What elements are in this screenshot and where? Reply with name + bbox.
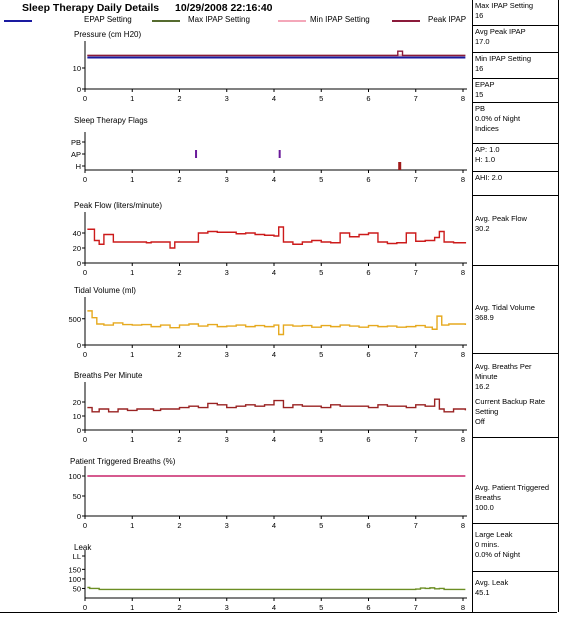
x-tick-label: 4	[271, 175, 277, 184]
x-tick-label: 0	[82, 350, 88, 359]
avg-tidal-volume-value: 368.9	[475, 313, 494, 322]
x-tick-label: 4	[271, 603, 277, 612]
legend-label-epap: EPAP Setting	[84, 15, 132, 24]
x-tick-label: 3	[224, 94, 229, 103]
ahi-value: AHI: 2.0	[475, 173, 503, 182]
x-tick-label: 2	[177, 268, 182, 277]
x-tick-label: 7	[413, 268, 418, 277]
avg-ptb-label: Avg. Patient Triggered Breaths	[475, 483, 550, 502]
x-tick-label: 4	[271, 521, 277, 530]
x-tick-label: 1	[130, 521, 135, 530]
y-tick-label: 0	[76, 426, 81, 435]
y-tick-label: 500	[68, 314, 81, 324]
indices-label: Indices	[475, 124, 499, 133]
x-tick-label: 0	[82, 521, 88, 530]
sidebar-avg-tidal-volume	[473, 266, 558, 354]
avg-peak-ipap-label: Avg Peak IPAP	[475, 27, 526, 36]
x-tick-label: 7	[413, 603, 418, 612]
page-bottom-rule	[0, 612, 557, 613]
flag-event-mark	[195, 150, 197, 158]
avg-ptb-value: 100.0	[475, 503, 494, 512]
sidebar-avg-leak	[473, 572, 558, 612]
x-tick-label: 0	[82, 435, 88, 444]
x-tick-label: 4	[271, 350, 277, 359]
y-tick-label: AP	[70, 150, 81, 159]
series-line-peak-flow	[87, 227, 465, 248]
pb-label: PB	[475, 104, 486, 113]
panel-title-leak: Leak	[74, 543, 92, 552]
x-tick-label: 3	[224, 350, 229, 359]
x-tick-label: 6	[366, 603, 371, 612]
epap-label: EPAP	[475, 80, 495, 89]
avg-peak-flow-label: Avg. Peak Flow	[475, 214, 527, 223]
legend-label-max-ipap: Max IPAP Setting	[188, 15, 250, 24]
y-tick-label: PB	[70, 138, 81, 147]
x-tick-label: 8	[460, 350, 466, 359]
y-tick-label: 10	[72, 64, 81, 73]
large-leak-mins: 0 mins.	[475, 540, 500, 549]
summary-sidebar	[472, 0, 559, 612]
x-tick-label: 7	[413, 175, 418, 184]
x-tick-label: 3	[224, 603, 229, 612]
avg-bpm-value: 16.2	[475, 382, 490, 391]
sidebar-ahi	[473, 172, 558, 196]
y-tick-label: 100	[68, 574, 81, 584]
x-tick-label: 7	[413, 521, 418, 530]
y-tick-label: 20	[72, 244, 81, 253]
sidebar-avg-peak-flow	[473, 196, 558, 266]
x-tick-label: 2	[177, 603, 182, 612]
x-tick-label: 3	[224, 521, 229, 530]
x-tick-label: 0	[82, 603, 88, 612]
y-tick-label: 150	[68, 565, 81, 575]
sidebar-max-ipap	[473, 0, 558, 26]
series-line-breaths-per-minute	[87, 399, 465, 412]
x-tick-label: 6	[366, 175, 371, 184]
y-tick-label: 0	[76, 259, 81, 268]
x-tick-label: 8	[460, 521, 466, 530]
sidebar-avg-peak-ipap	[473, 26, 558, 53]
avg-bpm-label: Avg. Breaths Per Minute	[475, 362, 532, 381]
legend-label-min-ipap: Min IPAP Setting	[310, 15, 370, 24]
series-line-leak	[87, 588, 465, 590]
y-tick-label: LL	[72, 552, 81, 561]
x-tick-label: 7	[413, 435, 418, 444]
x-tick-label: 2	[177, 435, 182, 444]
backup-rate-label: Current Backup Rate Setting	[475, 397, 546, 416]
large-leak-label: Large Leak	[475, 530, 513, 539]
y-tick-label: 10	[72, 412, 81, 421]
x-tick-label: 5	[319, 175, 324, 184]
legend-label-peak-ipap: Peak IPAP	[428, 15, 467, 24]
sidebar-min-ipap	[473, 53, 558, 79]
x-tick-label: 5	[319, 521, 324, 530]
avg-leak-value: 45.1	[475, 588, 490, 597]
x-tick-label: 2	[177, 521, 182, 530]
report-datetime: 10/29/2008 22:16:40	[175, 2, 273, 14]
sidebar-indices	[473, 144, 558, 172]
y-tick-label: H	[75, 162, 81, 171]
flag-event-mark	[398, 162, 401, 170]
x-tick-label: 2	[177, 350, 182, 359]
x-tick-label: 5	[319, 435, 324, 444]
sidebar-pb	[473, 103, 558, 144]
x-tick-label: 3	[224, 268, 229, 277]
panel-title-tidal-volume: Tidal Volume (ml)	[74, 286, 136, 295]
sidebar-epap	[473, 79, 558, 103]
panel-title-patient-triggered: Patient Triggered Breaths (%)	[70, 457, 176, 466]
x-tick-label: 1	[130, 94, 135, 103]
x-tick-label: 1	[130, 268, 135, 277]
sidebar-large-leak	[473, 524, 558, 572]
x-tick-label: 5	[319, 350, 324, 359]
avg-tidal-volume-label: Avg. Tidal Volume	[475, 303, 535, 312]
x-tick-label: 8	[460, 268, 466, 277]
x-tick-label: 6	[366, 521, 371, 530]
x-tick-label: 5	[319, 94, 324, 103]
x-tick-label: 3	[224, 175, 229, 184]
x-tick-label: 4	[271, 94, 277, 103]
series-line-tidal-volume	[87, 311, 465, 335]
x-tick-label: 3	[224, 435, 229, 444]
x-tick-label: 8	[460, 175, 466, 184]
y-tick-label: 0	[76, 341, 81, 350]
y-tick-label: 50	[72, 492, 81, 501]
x-tick-label: 0	[82, 94, 88, 103]
x-tick-label: 4	[271, 435, 277, 444]
x-tick-label: 4	[271, 268, 277, 277]
avg-peak-flow-value: 30.2	[475, 224, 490, 233]
sidebar-avg-ptb	[473, 438, 558, 524]
y-tick-label: 50	[72, 584, 81, 594]
x-tick-label: 2	[177, 175, 182, 184]
avg-peak-ipap-value: 17.0	[475, 37, 490, 46]
panel-title-breaths-per-minute: Breaths Per Minute	[74, 371, 143, 380]
x-tick-label: 8	[460, 435, 466, 444]
max-ipap-value: 16	[475, 11, 484, 20]
x-tick-label: 7	[413, 94, 418, 103]
series-line-peak-ipap	[87, 51, 465, 55]
x-tick-label: 1	[130, 350, 135, 359]
panel-title-pressure: Pressure (cm H20)	[74, 30, 142, 39]
panel-title-peak-flow: Peak Flow (liters/minute)	[74, 201, 163, 210]
x-tick-label: 6	[366, 94, 371, 103]
min-ipap-value: 16	[475, 64, 484, 73]
x-tick-label: 5	[319, 603, 324, 612]
y-tick-label: 100	[68, 472, 81, 481]
x-tick-label: 1	[130, 175, 135, 184]
x-tick-label: 6	[366, 350, 371, 359]
y-tick-label: 0	[76, 85, 81, 94]
x-tick-label: 1	[130, 435, 135, 444]
max-ipap-label: Max IPAP Setting	[475, 1, 534, 10]
epap-value: 15	[475, 90, 484, 99]
x-tick-label: 5	[319, 268, 324, 277]
x-tick-label: 8	[460, 94, 466, 103]
x-tick-label: 7	[413, 350, 418, 359]
x-tick-label: 0	[82, 175, 88, 184]
y-tick-label: 0	[76, 512, 81, 521]
x-tick-label: 2	[177, 94, 182, 103]
x-tick-label: 6	[366, 435, 371, 444]
x-tick-label: 1	[130, 603, 135, 612]
report-title: Sleep Therapy Daily Details	[22, 2, 160, 14]
pb-value: 0.0% of Night	[475, 114, 521, 123]
ap-index-value: AP: 1.0	[475, 145, 500, 154]
avg-leak-label: Avg. Leak	[475, 578, 509, 587]
large-leak-pct: 0.0% of Night	[475, 550, 521, 559]
x-tick-label: 8	[460, 603, 466, 612]
sidebar-breaths	[473, 354, 558, 438]
h-index-value: H: 1.0	[475, 155, 496, 164]
panel-title-flags: Sleep Therapy Flags	[74, 116, 148, 125]
y-tick-label: 40	[72, 229, 81, 238]
min-ipap-label: Min IPAP Setting	[475, 54, 532, 63]
y-tick-label: 20	[72, 398, 81, 407]
x-tick-label: 6	[366, 268, 371, 277]
flag-event-mark	[279, 150, 281, 158]
backup-rate-value: Off	[475, 417, 485, 426]
x-tick-label: 0	[82, 268, 88, 277]
